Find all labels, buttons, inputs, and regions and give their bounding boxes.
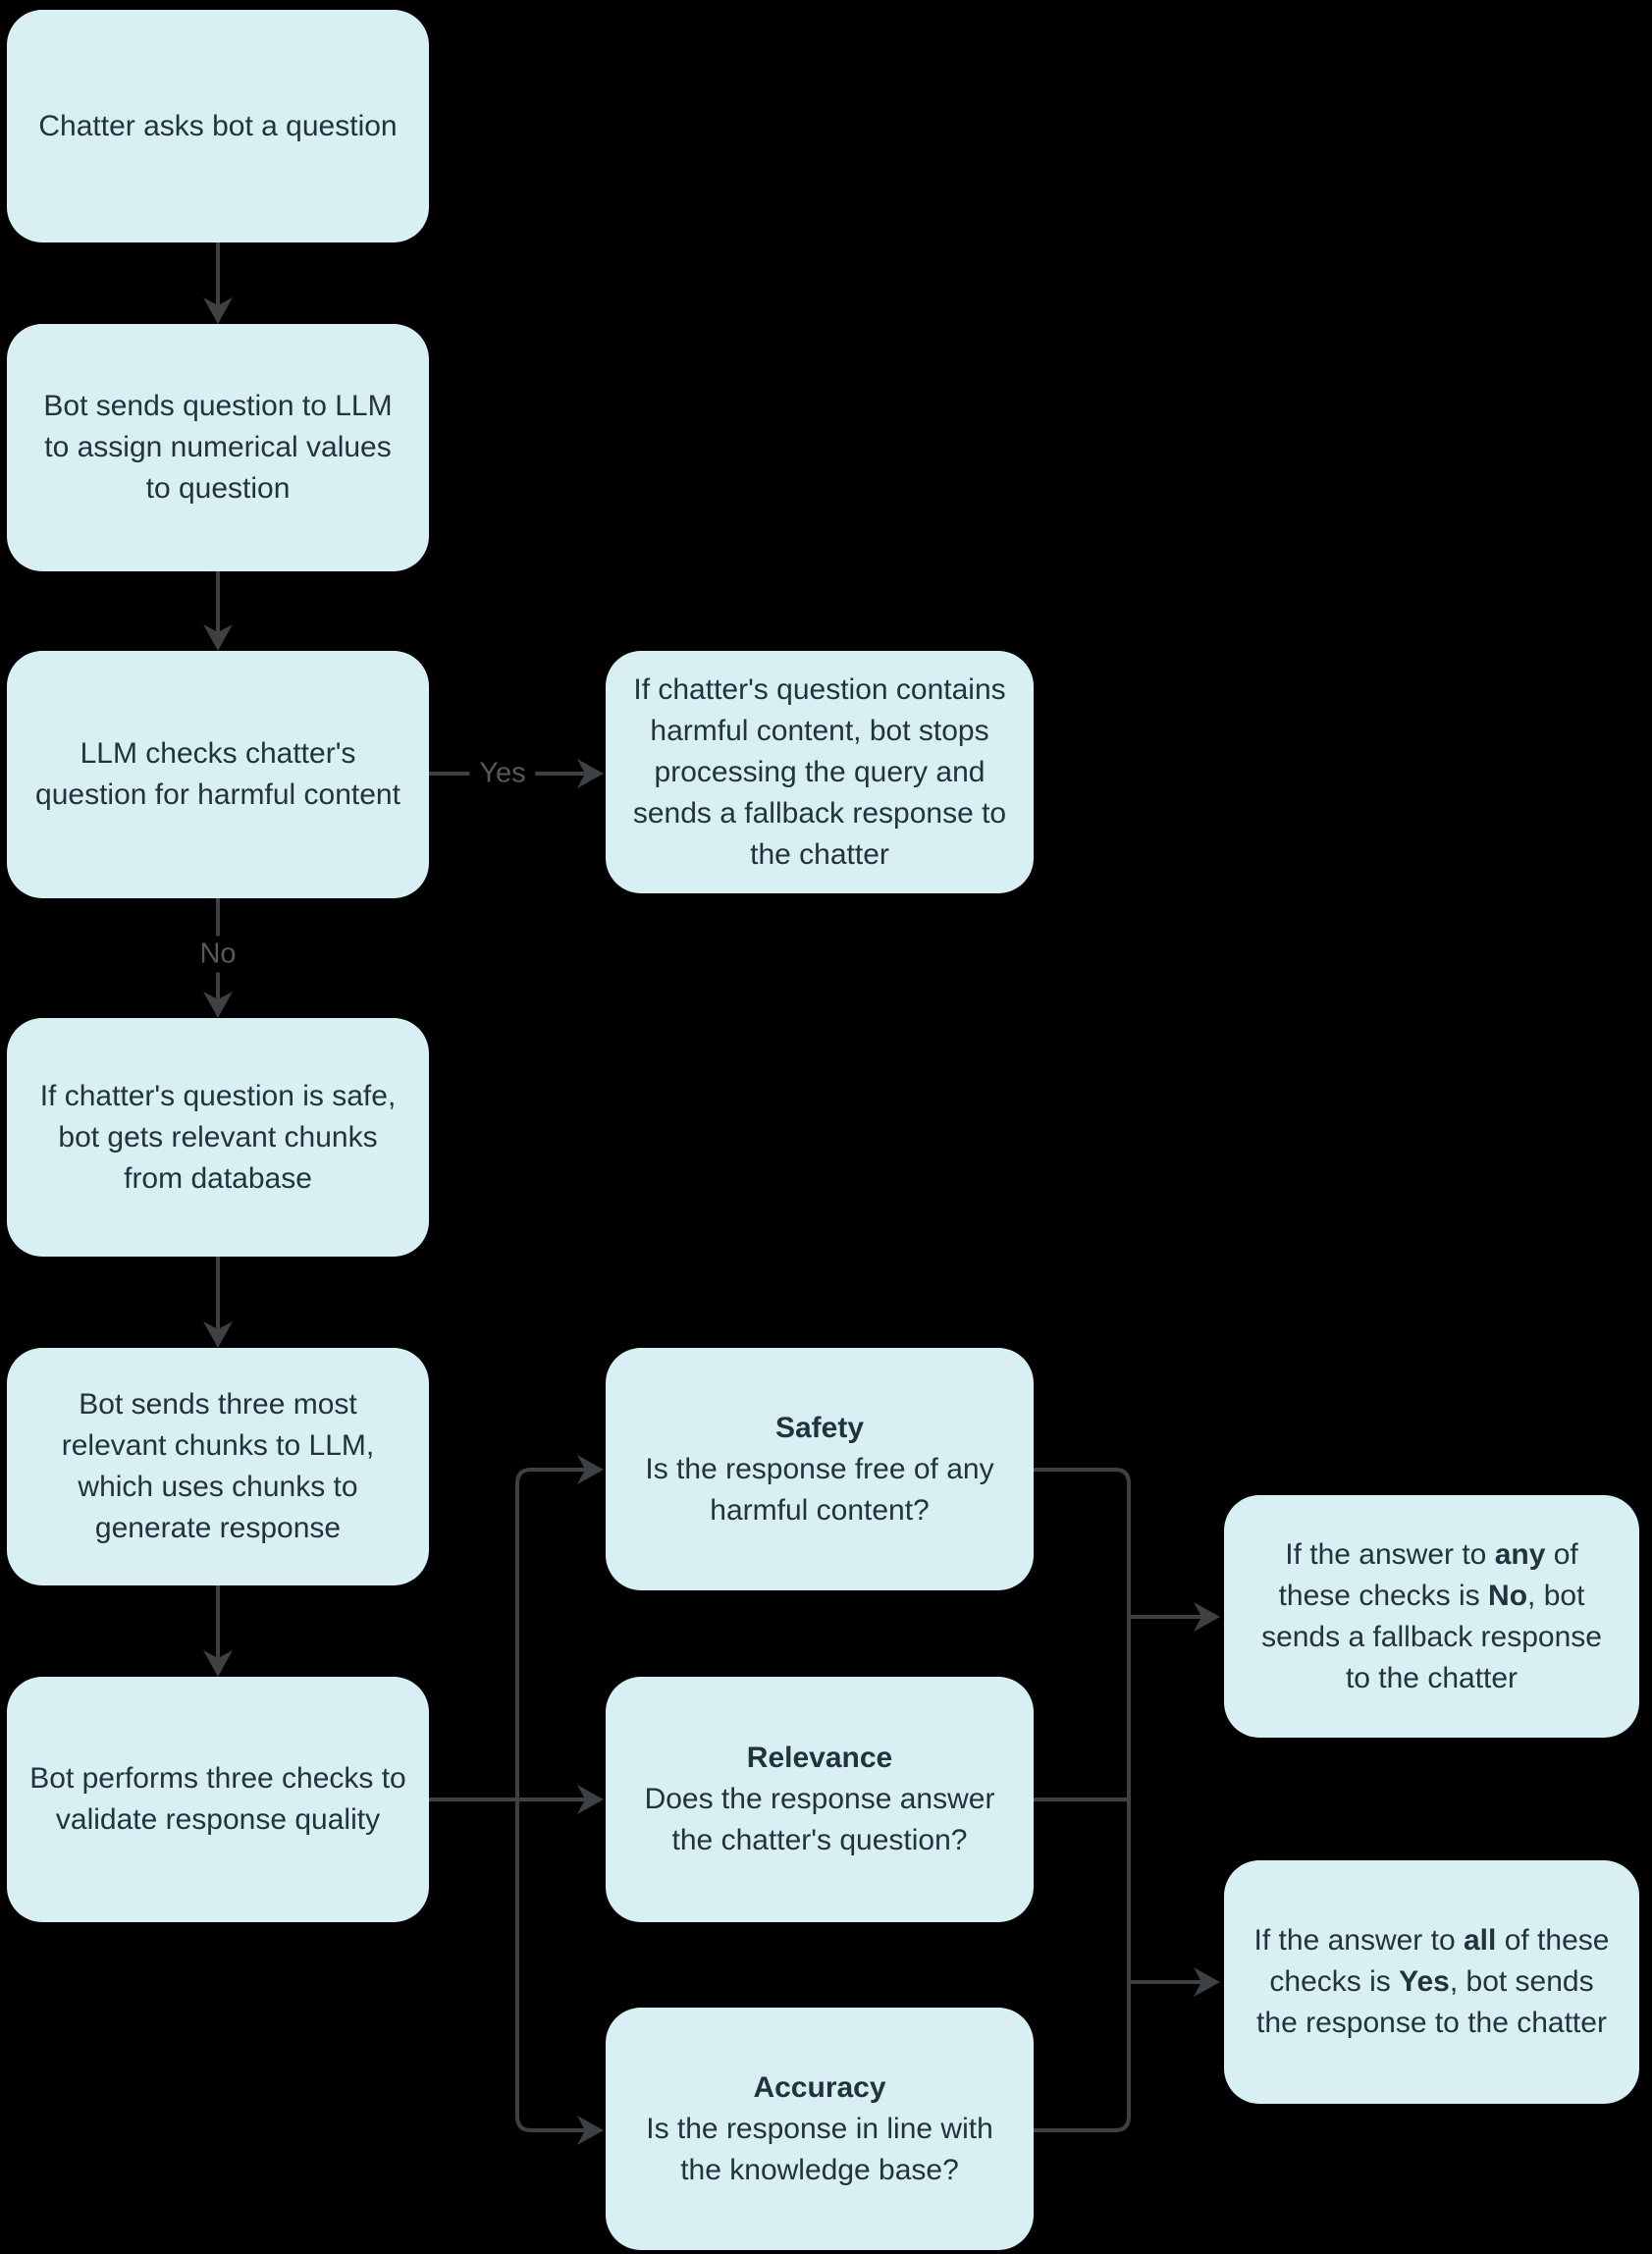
node-label: LLM checks chatter's question for harmful content (35, 737, 400, 811)
node-any-no-fallback (1224, 1495, 1639, 1738)
node-safety-check (606, 1348, 1034, 1590)
node-harmful-fallback (606, 651, 1034, 893)
edge-checks-to-safety (517, 1470, 585, 1799)
node-label (627, 1408, 1012, 1531)
text-segment: of these checks is (1278, 1537, 1578, 1612)
node-label: Bot sends question to LLM to assign numerical values to question (43, 390, 393, 505)
edge-checks-to-accuracy (517, 1799, 585, 2130)
node-label: If chatter's question contains harmful content, bot stops processing the query and sends a fallback response to the chatter (632, 672, 1007, 871)
node-label (627, 2067, 1012, 2191)
node-label: Chatter asks bot a question (38, 109, 398, 142)
node-label (1246, 1534, 1618, 1699)
node-label: Bot sends three most relevant chunks to LLM, which uses chunks to generate response (61, 1388, 375, 1544)
edge-label-yes: Yes (469, 756, 535, 792)
node-all-yes-response (1224, 1860, 1639, 2104)
node-safe-get-chunks (7, 1018, 429, 1257)
text-segment-bold: any (1494, 1537, 1546, 1571)
check-question: Does the response answer the chatter's question? (644, 1783, 995, 1856)
check-question: Is the response in line with the knowledge base? (646, 2112, 993, 2186)
node-relevance-check (606, 1677, 1034, 1922)
node-send-chunks (7, 1348, 429, 1585)
check-title: Accuracy (753, 2070, 886, 2104)
node-send-to-llm (7, 324, 429, 571)
check-title: Safety (774, 1411, 865, 1444)
text-segment: If the answer to (1253, 1924, 1464, 1957)
text-segment-bold: Yes (1399, 1965, 1450, 1998)
text-segment: If the answer to (1285, 1537, 1495, 1571)
node-label (1246, 1920, 1618, 2044)
node-label (627, 1738, 1012, 1861)
node-label: Bot performs three checks to validate response quality (29, 1762, 406, 1836)
node-accuracy-check (606, 2008, 1034, 2250)
text-segment: , bot sends a fallback response to the chatter (1261, 1579, 1602, 1694)
text-segment-bold: No (1488, 1579, 1528, 1612)
edge-label-no: No (189, 937, 245, 973)
text-segment: , bot sends the response to the chatter (1256, 1965, 1607, 2039)
node-harm-check (7, 651, 429, 898)
node-label: If chatter's question is safe, bot gets relevant chunks from database (39, 1079, 397, 1195)
check-title: Relevance (746, 1742, 893, 1774)
node-three-checks (7, 1677, 429, 1922)
check-question: Is the response free of any harmful content? (645, 1452, 994, 1527)
text-segment: of these checks is (1269, 1924, 1610, 1998)
text-segment-bold: all (1464, 1924, 1497, 1957)
node-chatter-question (7, 10, 429, 242)
